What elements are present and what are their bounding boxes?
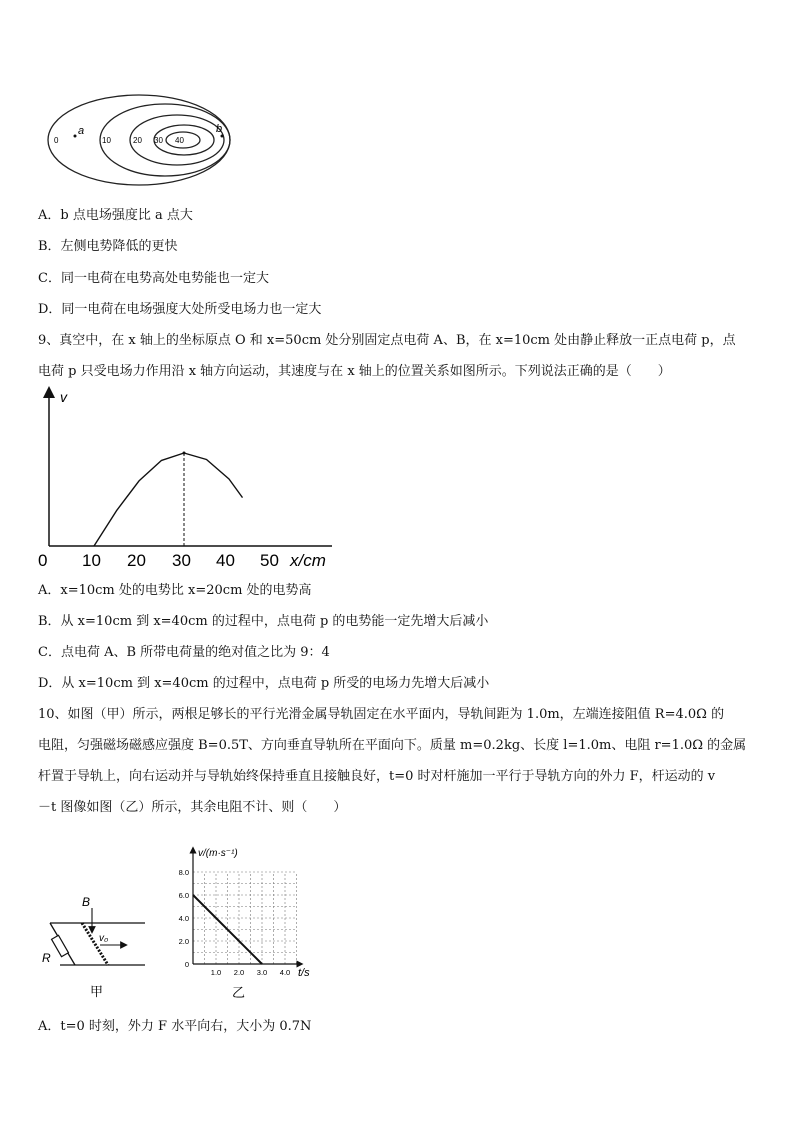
vt-xtick-label: 4.0 <box>279 968 291 977</box>
q9-option-d: D．从 x=10cm 到 x=40cm 的过程中，点电荷 p 所受的电场力先增大后减小 <box>38 676 490 691</box>
label-b: b <box>216 123 223 135</box>
vt-graph-svg <box>168 842 328 1002</box>
vt-y-label: v/(m·s⁻¹) <box>198 848 238 859</box>
q9-option-a: A．x=10cm 处的电势比 x=20cm 处的电势高 <box>38 583 312 598</box>
equipotential-svg <box>44 92 234 192</box>
q9-origin-label: 0 <box>38 551 48 570</box>
vt-xtick-label: 3.0 <box>256 968 268 977</box>
q10-stem-line4: －t 图像如图（乙）所示，其余电阻不计、则（ ） <box>38 800 347 815</box>
q9-xtick-40: 40 <box>216 551 235 570</box>
resistor <box>52 935 69 956</box>
vt-ytick-label: 6.0 <box>178 891 189 900</box>
vt-ytick-label: 4.0 <box>178 914 189 923</box>
q8-option-d: D．同一电荷在电场强度大处所受电场力也一定大 <box>38 302 322 317</box>
metal-rod <box>82 923 108 965</box>
q10-stem-line1: 10、如图（甲）所示，两根足够长的平行光滑金属导轨固定在水平面内，导轨间距为 1.0m，左端连接阻值 R=4.0Ω 的 <box>38 707 725 722</box>
vt-ytick-label: 2.0 <box>178 937 189 946</box>
contour-10 <box>100 104 230 176</box>
label-B: B <box>82 895 91 909</box>
q9-xtick-30: 30 <box>172 551 191 570</box>
caption-jia: 甲 <box>90 984 104 999</box>
q9-x-label: x/cm <box>290 551 326 570</box>
q10-figure-yi <box>168 842 328 1002</box>
label-v0: v₀ <box>99 933 109 944</box>
q10-figure-jia <box>40 890 155 1000</box>
vt-grid <box>193 872 297 964</box>
q9-y-label: v <box>60 389 67 405</box>
q8-equipotential-figure <box>44 92 234 192</box>
q10-stem-line2: 电阻，匀强磁场磁感应强度 B=0.5T、方向垂直导轨所在平面向下。质量 m=0.2kg、长度 l=1.0m、电阻 r=1.0Ω 的金属 <box>38 738 747 753</box>
q9-peak-point <box>183 452 186 455</box>
q8-option-c: C．同一电荷在电势高处电势能也一定大 <box>38 271 269 286</box>
contour-label-30: 30 <box>154 136 163 145</box>
contour-30 <box>154 125 214 155</box>
q8-option-a: A．b 点电场强度比 a 点大 <box>38 208 193 223</box>
q9-stem-line2: 电荷 p 只受电场力作用沿 x 轴方向运动，其速度与在 x 轴上的位置关系如图所示。下列说法正确的是（ ） <box>38 364 671 379</box>
q9-option-c: C．点电荷 A、B 所带电荷量的绝对值之比为 9：4 <box>38 645 330 660</box>
q9-xtick-20: 20 <box>127 551 146 570</box>
contour-label-0: 0 <box>54 136 59 145</box>
q9-stem-line1: 9、真空中，在 x 轴上的坐标原点 O 和 x=50cm 处分别固定点电荷 A、B，在 x=10cm 处由静止释放一正点电荷 p，点 <box>38 333 736 348</box>
vt-ytick-label: 0 <box>184 960 189 969</box>
q9-velocity-position-graph <box>32 384 342 579</box>
label-a: a <box>78 125 85 137</box>
q9-graph-svg <box>32 384 342 579</box>
q9-option-b: B．从 x=10cm 到 x=40cm 的过程中，点电荷 p 的电势能一定先增大后减小 <box>38 614 489 629</box>
label-R: R <box>42 951 51 965</box>
q8-option-b: B．左侧电势降低的更快 <box>38 239 178 254</box>
vt-data-line <box>193 895 262 964</box>
point-a <box>74 135 77 138</box>
vt-ytick-label: 8.0 <box>178 868 189 877</box>
contour-label-10: 10 <box>102 136 111 145</box>
q9-velocity-curve <box>94 453 243 546</box>
q10-stem-line3: 杆置于导轨上，向右运动并与导轨始终保持垂直且接触良好，t=0 时对杆施加一平行于导轨方向的外力 F，杆运动的 v <box>38 769 716 784</box>
vt-xtick-label: 2.0 <box>233 968 245 977</box>
contour-label-20: 20 <box>133 136 142 145</box>
contour-label-40: 40 <box>175 136 184 145</box>
vt-xtick-label: 1.0 <box>210 968 222 977</box>
q10-option-a: A．t=0 时刻，外力 F 水平向右，大小为 0.7N <box>38 1019 312 1034</box>
vt-x-label: t/s <box>298 967 310 979</box>
rails-svg <box>40 890 155 1000</box>
q9-xtick-10: 10 <box>82 551 101 570</box>
caption-yi: 乙 <box>232 985 246 1000</box>
q9-xtick-50: 50 <box>260 551 279 570</box>
